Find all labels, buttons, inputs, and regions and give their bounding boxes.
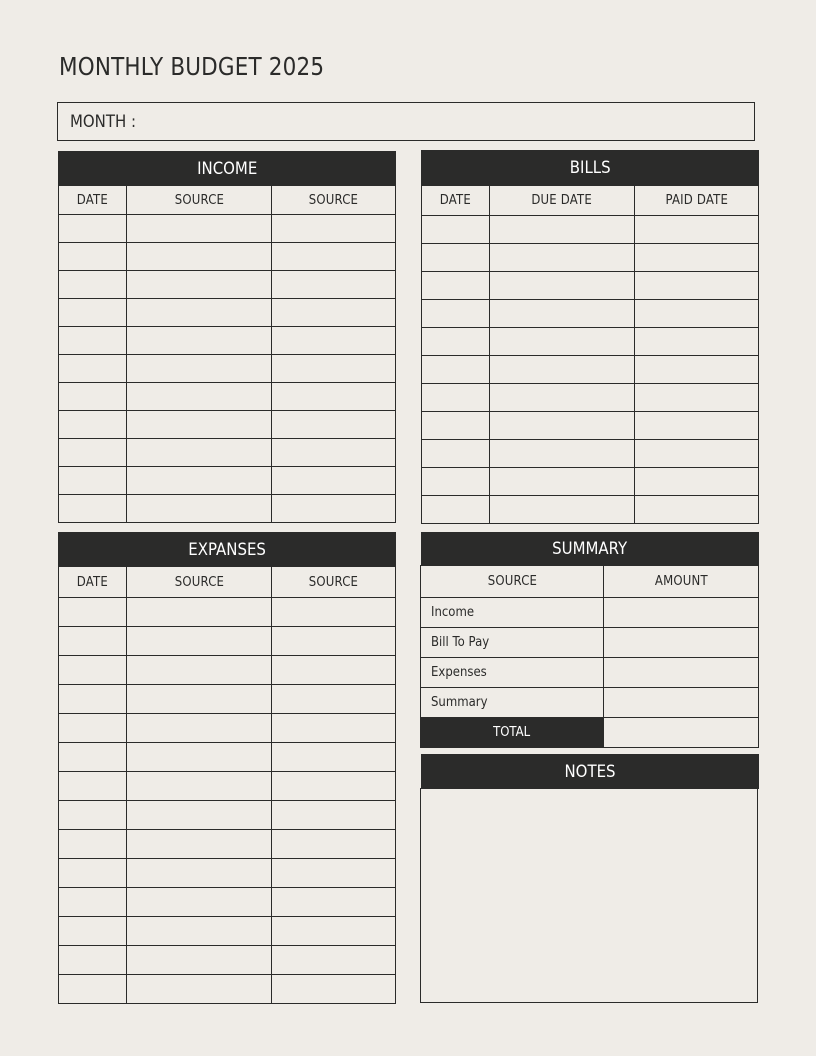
expanses-row-cell[interactable]	[127, 917, 272, 946]
income-row	[59, 411, 396, 439]
income-row-cell[interactable]	[272, 467, 396, 495]
expanses-row-cell[interactable]	[59, 685, 127, 714]
bills-row-cell[interactable]	[635, 468, 759, 496]
bills-row-cell[interactable]	[635, 384, 759, 412]
expanses-row-cell[interactable]	[127, 772, 272, 801]
summary-total-amount[interactable]	[604, 718, 759, 748]
income-row-cell[interactable]	[127, 327, 272, 355]
expanses-row-cell[interactable]	[127, 627, 272, 656]
summary-col-source: SOURCE	[421, 566, 604, 598]
bills-row-cell[interactable]	[490, 356, 635, 384]
summary-title: SUMMARY	[552, 539, 628, 559]
bills-table	[421, 185, 759, 524]
expanses-row	[59, 656, 396, 685]
bills-row-cell[interactable]	[635, 440, 759, 468]
expanses-row-cell[interactable]	[59, 714, 127, 743]
expanses-row	[59, 801, 396, 830]
income-row	[59, 215, 396, 243]
expanses-col-source: SOURCE	[127, 567, 272, 598]
summary-amount-bill-to-pay[interactable]	[604, 628, 759, 658]
expanses-row-cell[interactable]	[272, 859, 396, 888]
summary-row-summary	[421, 688, 759, 718]
bills-row	[422, 412, 759, 440]
expanses-col-date: DATE	[59, 567, 127, 598]
expanses-row	[59, 888, 396, 917]
summary-amount-income[interactable]	[604, 598, 759, 628]
income-row-cell[interactable]	[272, 271, 396, 299]
bills-header	[421, 150, 759, 185]
bills-row	[422, 216, 759, 244]
income-row-cell[interactable]	[127, 411, 272, 439]
expanses-row-cell[interactable]	[127, 714, 272, 743]
bills-col-due-date: DUE DATE	[490, 186, 635, 216]
expanses-row-cell[interactable]	[272, 772, 396, 801]
income-row	[59, 271, 396, 299]
income-row-cell[interactable]	[127, 383, 272, 411]
expanses-row-cell[interactable]	[127, 888, 272, 917]
expanses-row	[59, 975, 396, 1004]
expanses-row-cell[interactable]	[272, 888, 396, 917]
bills-row	[422, 356, 759, 384]
expanses-row-cell[interactable]	[127, 685, 272, 714]
bills-row-cell[interactable]	[422, 216, 490, 244]
notes-header	[421, 754, 759, 789]
expanses-row-cell[interactable]	[59, 946, 127, 975]
income-row-cell[interactable]	[272, 299, 396, 327]
income-col-source: SOURCE	[127, 186, 272, 215]
expanses-row-cell[interactable]	[59, 859, 127, 888]
month-label: MONTH :	[70, 112, 137, 132]
income-table	[58, 185, 396, 523]
expanses-header	[58, 532, 396, 567]
income-row-cell[interactable]	[127, 355, 272, 383]
expanses-row-cell[interactable]	[127, 946, 272, 975]
expanses-row-cell[interactable]	[59, 801, 127, 830]
expanses-row-cell[interactable]	[127, 830, 272, 859]
bills-row-cell[interactable]	[635, 412, 759, 440]
income-row-cell[interactable]	[272, 411, 396, 439]
bills-row	[422, 468, 759, 496]
expanses-row-cell[interactable]	[272, 627, 396, 656]
bills-title: BILLS	[569, 157, 611, 178]
income-row-cell[interactable]	[59, 495, 127, 523]
expanses-row-cell[interactable]	[272, 656, 396, 685]
expanses-row-cell[interactable]	[59, 917, 127, 946]
bills-row-cell[interactable]	[422, 468, 490, 496]
summary-row-expenses	[421, 658, 759, 688]
bills-row-cell[interactable]	[422, 440, 490, 468]
bills-row	[422, 300, 759, 328]
bills-row	[422, 272, 759, 300]
income-row-cell[interactable]	[59, 215, 127, 243]
bills-row-cell[interactable]	[635, 356, 759, 384]
income-header	[58, 151, 396, 186]
bills-row-cell[interactable]	[422, 328, 490, 356]
income-row-cell[interactable]	[59, 411, 127, 439]
bills-row-cell[interactable]	[422, 356, 490, 384]
bills-row-cell[interactable]	[635, 496, 759, 524]
expanses-row-cell[interactable]	[127, 975, 272, 1004]
income-row-cell[interactable]	[59, 271, 127, 299]
income-row-cell[interactable]	[272, 383, 396, 411]
income-row-cell[interactable]	[59, 467, 127, 495]
bills-row	[422, 496, 759, 524]
bills-row-cell[interactable]	[490, 384, 635, 412]
summary-total-label: TOTAL	[421, 718, 604, 748]
expanses-row-cell[interactable]	[127, 656, 272, 685]
bills-row-cell[interactable]	[422, 244, 490, 272]
income-row-cell[interactable]	[272, 355, 396, 383]
income-title: INCOME	[196, 158, 258, 179]
summary-amount-expenses[interactable]	[604, 658, 759, 688]
summary-label-bill-to-pay: Bill To Pay	[421, 628, 604, 658]
bills-row-cell[interactable]	[422, 272, 490, 300]
summary-table	[420, 565, 759, 748]
summary-col-amount: AMOUNT	[604, 566, 759, 598]
bills-row-cell[interactable]	[635, 328, 759, 356]
expanses-row-cell[interactable]	[272, 685, 396, 714]
summary-header	[421, 532, 759, 566]
bills-row-cell[interactable]	[635, 300, 759, 328]
expanses-row-cell[interactable]	[59, 975, 127, 1004]
income-col-date: DATE	[59, 186, 127, 215]
income-row-cell[interactable]	[59, 355, 127, 383]
month-field[interactable]	[57, 102, 755, 141]
notes-area[interactable]	[420, 788, 758, 1003]
bills-row-cell[interactable]	[490, 328, 635, 356]
income-row-cell[interactable]	[127, 495, 272, 523]
expanses-row-cell[interactable]	[59, 743, 127, 772]
bills-row	[422, 384, 759, 412]
bills-row-cell[interactable]	[490, 468, 635, 496]
expanses-title: EXPANSES	[188, 539, 266, 560]
page-title: MONTHLY BUDGET 2025	[59, 52, 325, 81]
expanses-row-cell[interactable]	[127, 859, 272, 888]
expanses-row-cell[interactable]	[59, 656, 127, 685]
bills-row-cell[interactable]	[422, 496, 490, 524]
expanses-col-source-2: SOURCE	[272, 567, 396, 598]
expanses-row-cell[interactable]	[127, 743, 272, 772]
expanses-row-cell[interactable]	[272, 946, 396, 975]
income-row-cell[interactable]	[127, 271, 272, 299]
income-row	[59, 383, 396, 411]
summary-label-income: Income	[421, 598, 604, 628]
income-row-cell[interactable]	[59, 383, 127, 411]
income-row-cell[interactable]	[127, 467, 272, 495]
bills-row-cell[interactable]	[490, 244, 635, 272]
expanses-row-cell[interactable]	[272, 598, 396, 627]
bills-row	[422, 244, 759, 272]
income-row-cell[interactable]	[59, 439, 127, 467]
income-row	[59, 439, 396, 467]
income-row-cell[interactable]	[272, 495, 396, 523]
expanses-row	[59, 946, 396, 975]
expanses-row-cell[interactable]	[127, 801, 272, 830]
bills-row-cell[interactable]	[490, 272, 635, 300]
summary-label-expenses: Expenses	[421, 658, 604, 688]
expanses-row-cell[interactable]	[59, 772, 127, 801]
expanses-row-cell[interactable]	[272, 743, 396, 772]
income-col-source-2: SOURCE	[272, 186, 396, 215]
bills-row-cell[interactable]	[490, 412, 635, 440]
expanses-row	[59, 598, 396, 627]
expanses-row-cell[interactable]	[59, 830, 127, 859]
bills-row-cell[interactable]	[635, 272, 759, 300]
income-row-cell[interactable]	[272, 215, 396, 243]
income-row	[59, 299, 396, 327]
income-row-cell[interactable]	[272, 439, 396, 467]
expanses-row	[59, 830, 396, 859]
income-row-cell[interactable]	[272, 327, 396, 355]
bills-row-cell[interactable]	[422, 384, 490, 412]
expanses-row	[59, 917, 396, 946]
bills-row-cell[interactable]	[635, 244, 759, 272]
expanses-row-cell[interactable]	[272, 830, 396, 859]
expanses-row-cell[interactable]	[272, 917, 396, 946]
expanses-row	[59, 714, 396, 743]
summary-row-bill-to-pay	[421, 628, 759, 658]
bills-row	[422, 328, 759, 356]
notes-title: NOTES	[564, 761, 616, 782]
income-row-cell[interactable]	[127, 299, 272, 327]
income-row-cell[interactable]	[59, 299, 127, 327]
income-row	[59, 243, 396, 271]
expanses-row	[59, 743, 396, 772]
income-row-cell[interactable]	[272, 243, 396, 271]
bills-row-cell[interactable]	[635, 216, 759, 244]
income-row-cell[interactable]	[59, 327, 127, 355]
summary-row-income	[421, 598, 759, 628]
income-row-cell[interactable]	[127, 243, 272, 271]
income-row	[59, 495, 396, 523]
bills-row-cell[interactable]	[490, 440, 635, 468]
income-row-cell[interactable]	[59, 243, 127, 271]
income-row-cell[interactable]	[127, 215, 272, 243]
bills-row-cell[interactable]	[422, 300, 490, 328]
expanses-row-cell[interactable]	[272, 801, 396, 830]
bills-row	[422, 440, 759, 468]
expanses-row	[59, 627, 396, 656]
income-row-cell[interactable]	[127, 439, 272, 467]
bills-row-cell[interactable]	[490, 216, 635, 244]
bills-row-cell[interactable]	[490, 300, 635, 328]
expanses-row-cell[interactable]	[59, 598, 127, 627]
income-row	[59, 467, 396, 495]
expanses-table	[58, 566, 396, 1004]
bills-row-cell[interactable]	[490, 496, 635, 524]
bills-col-paid-date: PAID DATE	[635, 186, 759, 216]
expanses-row	[59, 685, 396, 714]
summary-label-summary: Summary	[421, 688, 604, 718]
income-row	[59, 355, 396, 383]
expanses-row	[59, 859, 396, 888]
bills-col-date: DATE	[422, 186, 490, 216]
bills-row-cell[interactable]	[422, 412, 490, 440]
expanses-row-cell[interactable]	[272, 975, 396, 1004]
expanses-row-cell[interactable]	[59, 888, 127, 917]
income-row	[59, 327, 396, 355]
expanses-row-cell[interactable]	[59, 627, 127, 656]
summary-amount-summary[interactable]	[604, 688, 759, 718]
summary-row-total	[421, 718, 759, 748]
expanses-row-cell[interactable]	[272, 714, 396, 743]
expanses-row-cell[interactable]	[127, 598, 272, 627]
expanses-row	[59, 772, 396, 801]
